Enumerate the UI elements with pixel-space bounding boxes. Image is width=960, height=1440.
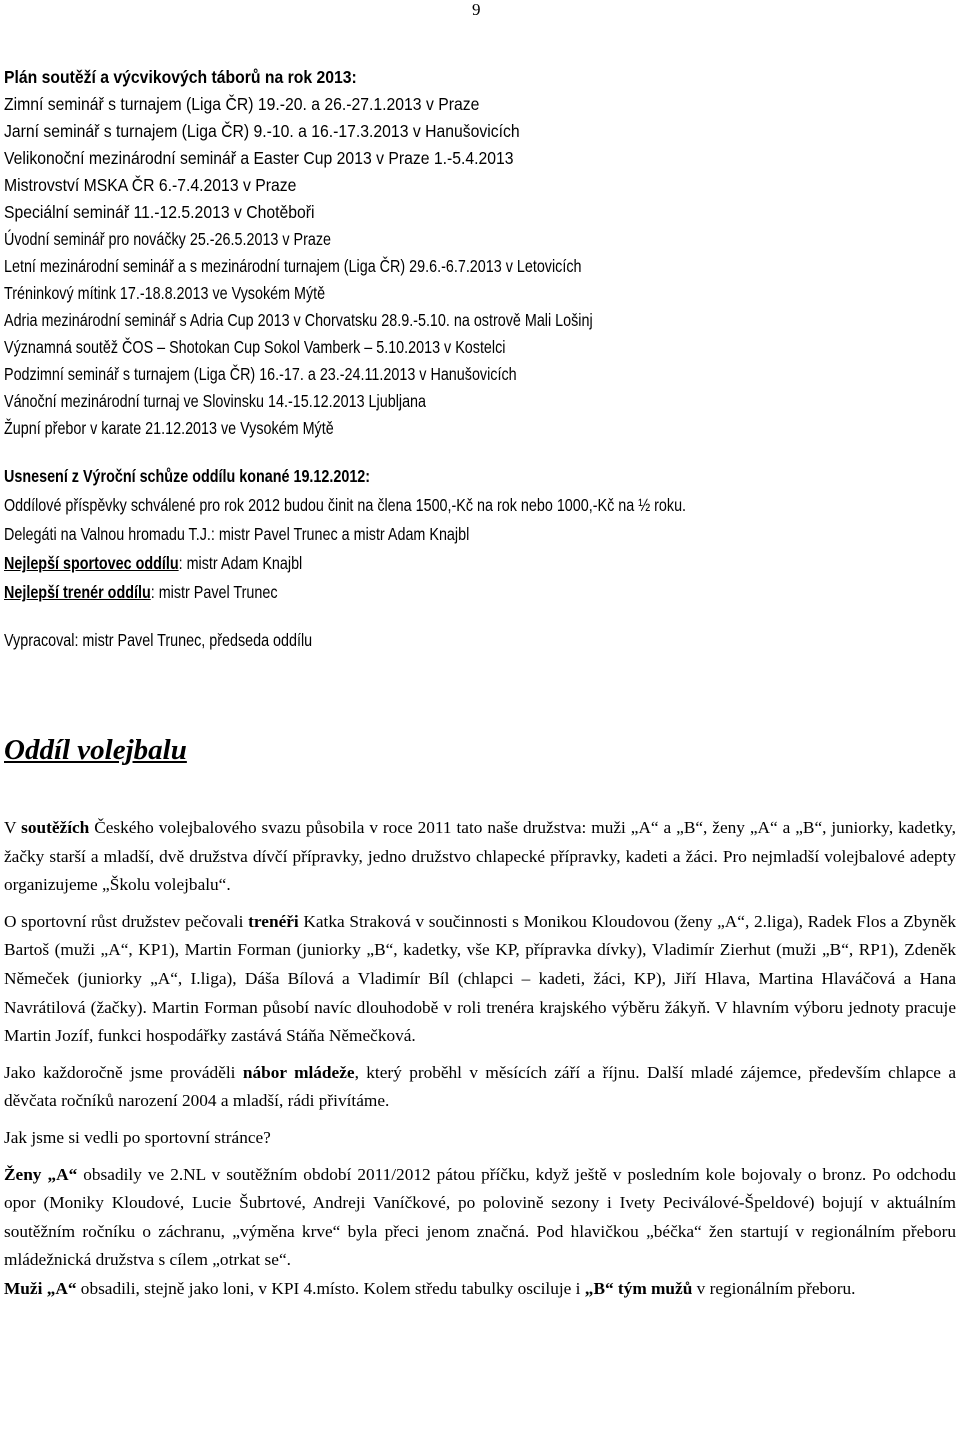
resolution-section [4,462,954,607]
best-coach [4,578,954,607]
best-athlete-value: : mistr Adam Knajbl [178,553,303,573]
competition-plan [4,64,954,442]
resolution-delegates: Delegáti na Valnou hromadu T.J.: mistr Pavel Trunec a mistr Adam Knajbl [4,524,470,544]
paragraph-teams: V soutěžích Českého volejbalového svazu působila v roce 2011 tato naše družstva: muži „A“ a „B“, ženy „A“ a „B“, juniorky, kadetky, žačky starší a mladší, dvě družstva dívčí přípravky, jedno družstvo chlapecké přípravky, kadeti a žáci. Pro nejmladší volejbalové adepty organizujeme „Školu volejbalu“. [4,818,956,895]
plan-title: Plán soutěží a výcvikových táborů na rok 2013: [4,67,357,87]
paragraph-women: Ženy „A“ obsadily ve 2.NL v soutěžním období 2011/2012 pátou příčku, když ještě v posledním kole bojovaly o bronz. Po odchodu opor (Moniky Kloudové, Lucie Šubrtové, Andreji Vaníčkové, po polovině sezony i Ivety Peciválové-Špeldové) bojují v aktuálním soutěžním ročníku o záchranu, „výměna krve“ byla přeci jenom značná. Pod hlavičkou „béčka“ žen startují v regionálním přeboru mládežnická družstva s cílem „otrkat se“. [4,1164,957,1270]
author-line: Vypracoval: mistr Pavel Trunec, předseda oddílu [4,630,313,650]
best-coach-value: : mistr Pavel Trunec [150,582,278,602]
paragraph-question: Jak jsme si vedli po sportovní stránce? [4,1127,271,1147]
resolution-title: Usnesení z Výroční schůze oddílu konané 19.12.2012: [4,466,371,486]
plan-event: Úvodní seminář pro nováčky 25.-26.5.2013 v Praze [4,229,332,249]
plan-event: Adria mezinárodní seminář s Adria Cup 2013 v Chorvatsku 28.9.-5.10. na ostrově Mali Lošinj [4,310,593,330]
volleyball-heading: Oddíl volejbalu [4,734,187,766]
resolution-fees: Oddílové příspěvky schválené pro rok 2012 budou činit na člena 1500,-Kč na rok nebo 1000,-Kč na ½ roku. [4,495,687,515]
volleyball-body [4,814,956,1304]
plan-event: Podzimní seminář s turnajem (Liga ČR) 16.-17. a 23.-24.11.2013 v Hanušovicích [4,364,517,384]
plan-event: Jarní seminář s turnajem (Liga ČR) 9.-10. a 16.-17.3.2013 v Hanušovicích [4,121,520,141]
paragraph-recruitment: Jako každoročně jsme prováděli nábor mládeže, který proběhl v měsících září a říjnu. Další mladé zájemce, především chlapce a děvčata ročníků narození 2004 a mladší, rádi přivítáme. [4,1062,957,1111]
plan-event: Župní přebor v karate 21.12.2013 ve Vysokém Mýtě [4,418,334,438]
plan-event: Velikonoční mezinárodní seminář a Easter Cup 2013 v Praze 1.-5.4.2013 [4,148,514,168]
best-athlete-label: Nejlepší sportovec oddílu [4,553,179,573]
plan-event: Tréninkový mítink 17.-18.8.2013 ve Vysokém Mýtě [4,283,326,303]
best-athlete [4,549,954,578]
plan-event: Významná soutěž ČOS – Shotokan Cup Sokol Vamberk – 5.10.2013 v Kostelci [4,337,506,357]
plan-event: Zimní seminář s turnajem (Liga ČR) 19.-20. a 26.-27.1.2013 v Praze [4,94,480,114]
plan-event: Letní mezinárodní seminář a s mezinárodní turnajem (Liga ČR) 29.6.-6.7.2013 v Letovicích [4,256,582,276]
best-coach-label: Nejlepší trenér oddílu [4,582,151,602]
page-number: 9 [472,0,481,19]
paragraph-coaches: O sportovní růst družstev pečovali trenéři Katka Straková v součinnosti s Monikou Kloudovou (ženy „A“, 2.liga), Radek Flos a Zbyněk Bartoš (muži „A“, KP1), Martin Forman (juniorky „B“, kadetky, vše KP, přípravka dívky), Vladimír Zierhut (muži „B“, RP1), Zdeněk Němeček (juniorky „A“, I.liga), Dáša Bílová a Vladimír Bíl (chlapci – kadeti, žáci, KP), Jiří Hlava, Martina Hlaváčová a Hana Navrátilová (žačky). Martin Forman působí navíc dlouhodobě v roli trenéra krajského výběru žákyň. V hlavním výboru jednoty pracuje Martin Jozíf, funkci hospodářky zastává Stáňa Němečková. [4,911,956,1046]
plan-event: Vánoční mezinárodní turnaj ve Slovinsku 14.-15.12.2013 Ljubljana [4,391,427,411]
plan-event: Speciální seminář 11.-12.5.2013 v Chotěboři [4,202,315,222]
plan-event: Mistrovství MSKA ČR 6.-7.4.2013 v Praze [4,175,297,195]
paragraph-men: Muži „A“ obsadili, stejně jako loni, v KPI 4.místo. Kolem středu tabulky osciluje i „B“ tým mužů v regionálním přeboru. [4,1278,856,1298]
